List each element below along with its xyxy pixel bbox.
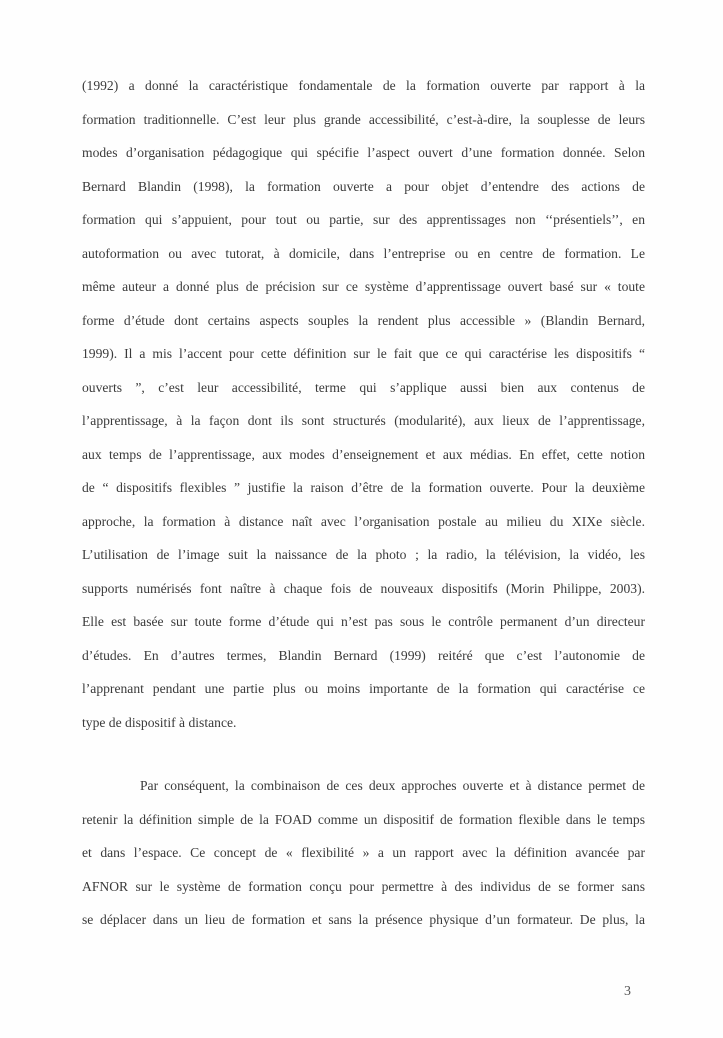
text-line: Elle est basée sur toute forme d’étude qui n’est pas sous le contrôle permanent d’un directeur: [82, 614, 645, 629]
page-number: 3: [624, 984, 631, 999]
text-line: de “ dispositifs flexibles ” justifie la raison d’être de la formation ouverte. Pour la deuxième: [82, 480, 645, 495]
paragraph-2: [82, 769, 645, 937]
text-line: autoformation ou avec tutorat, à domicile, dans l’entreprise ou en centre de formation. Le: [82, 245, 645, 261]
text-line: supports numérisés font naître à chaque fois de nouveaux dispositifs (Morin Philippe, 2003).: [82, 580, 645, 596]
paragraph-1: [82, 69, 645, 739]
text-line: modes d’organisation pédagogique qui spécifie l’aspect ouvert d’une formation donnée. Selon: [82, 145, 645, 160]
text-line: se déplacer dans un lieu de formation et sans la présence physique d’un formateur. De plus, la: [82, 912, 645, 927]
text-line: Bernard Blandin (1998), la formation ouverte a pour objet d’entendre des actions de: [82, 178, 645, 194]
text-line: formation traditionnelle. C’est leur plus grande accessibilité, c’est-à-dire, la souplesse de leurs: [82, 111, 645, 127]
text-line: d’études. En d’autres termes, Blandin Bernard (1999) reitéré que c’est l’autonomie de: [82, 647, 645, 663]
text-line: type de dispositif à distance.: [82, 714, 237, 730]
text-line: même auteur a donné plus de précision sur ce système d’apprentissage ouvert basé sur « toute: [82, 279, 645, 294]
text-line: et dans l’espace. Ce concept de « flexibilité » a un rapport avec la définition avancée par: [82, 845, 645, 860]
text-line: l’apprenant pendant une partie plus ou moins importante de la formation qui caractérise ce: [82, 681, 645, 696]
text-line: forme d’étude dont certains aspects souples la rendent plus accessible » (Blandin Bernard,: [82, 312, 645, 328]
text-line: L’utilisation de l’image suit la naissance de la photo ; la radio, la télévision, la vidéo, les: [82, 547, 645, 562]
text-line: formation qui s’appuient, pour tout ou partie, sur des apprentissages non ‘‘présentiels’’, en: [82, 212, 645, 227]
text-line: l’apprentissage, à la façon dont ils sont structurés (modularité), aux lieux de l’apprentissage,: [82, 413, 645, 428]
text-line: 1999). Il a mis l’accent pour cette définition sur le fait que ce qui caractérise les dispositifs “: [82, 346, 645, 361]
text-line: retenir la définition simple de la FOAD comme un dispositif de formation flexible dans le temps: [82, 811, 645, 827]
text-line: AFNOR sur le système de formation conçu pour permettre à des individus de se former sans: [82, 878, 645, 894]
text-line: ouverts ”, c’est leur accessibilité, terme qui s’applique aussi bien aux contenus de: [82, 379, 645, 395]
text-line: aux temps de l’apprentissage, aux modes d’enseignement et aux médias. En effet, cette notion: [82, 446, 645, 462]
text-line: Par conséquent, la combinaison de ces deux approches ouverte et à distance permet de: [140, 778, 645, 793]
text-line: (1992) a donné la caractéristique fondamentale de la formation ouverte par rapport à la: [82, 78, 645, 93]
text-line: approche, la formation à distance naît avec l’organisation postale au milieu du XIXe siècle.: [82, 513, 645, 529]
